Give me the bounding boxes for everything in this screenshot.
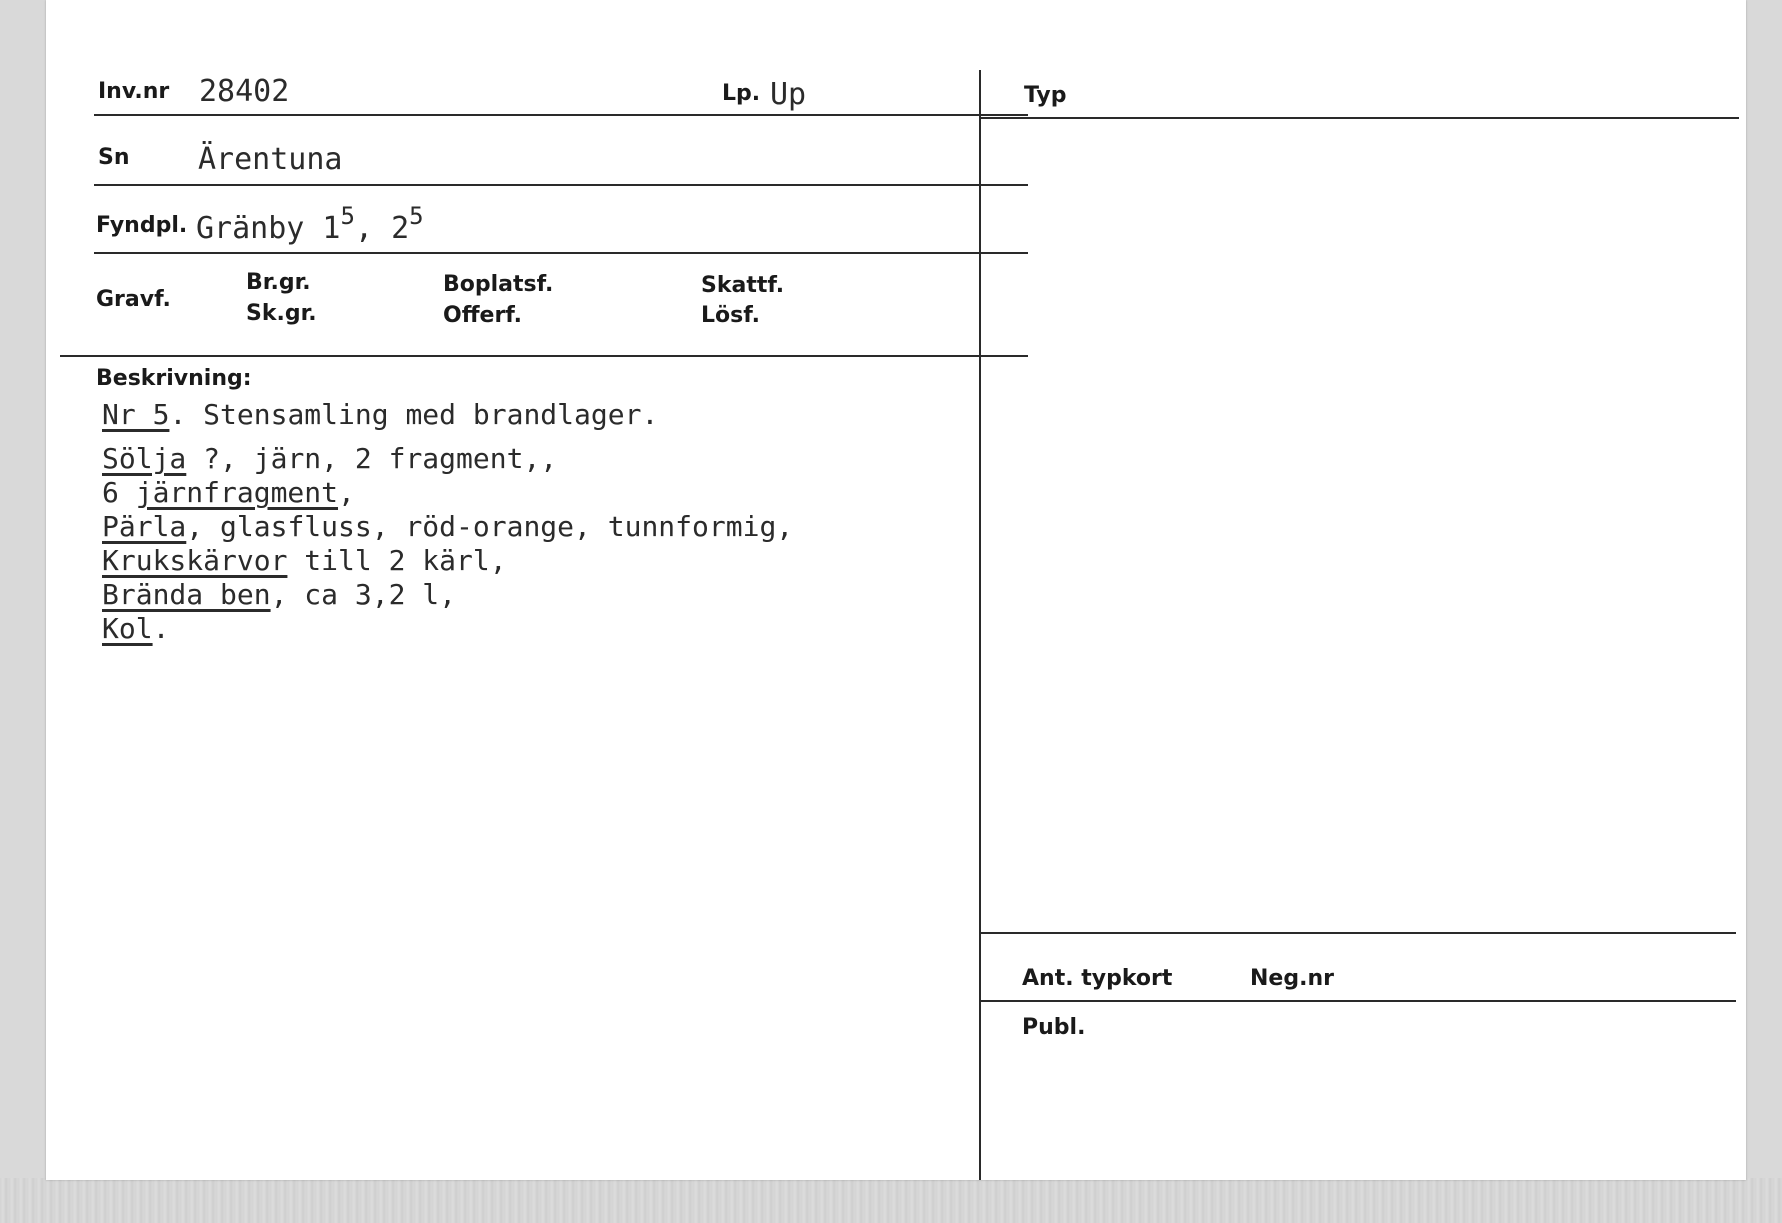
skgr-label: Sk.gr. bbox=[246, 301, 317, 326]
description-prefix: 6 bbox=[102, 476, 136, 509]
fyndpl-text-1: Gränby 1 bbox=[196, 211, 341, 246]
rule-ant-typkort bbox=[981, 932, 1736, 934]
rule-fyndpl bbox=[94, 252, 1028, 254]
brgr-label: Br.gr. bbox=[246, 270, 311, 295]
description-underlined: Kol bbox=[102, 612, 153, 645]
description-rest: . bbox=[152, 612, 170, 645]
lp-value: Up bbox=[770, 77, 807, 112]
description-rest: , glasfluss, röd-orange, tunnformig, bbox=[186, 510, 794, 543]
description-text bbox=[102, 398, 793, 646]
description-line bbox=[102, 476, 793, 510]
rule-neg-nr bbox=[981, 1000, 1736, 1002]
beskrivning-label: Beskrivning: bbox=[96, 366, 252, 391]
inv-nr-label: Inv.nr bbox=[98, 79, 170, 104]
boplatsf-label: Boplatsf. bbox=[443, 272, 554, 297]
column-divider bbox=[979, 70, 981, 1180]
description-line bbox=[102, 578, 793, 612]
ant-typkort-label: Ant. typkort bbox=[1022, 966, 1173, 991]
offerf-label: Offerf. bbox=[443, 303, 523, 328]
description-line bbox=[102, 612, 793, 646]
fyndpl-text-2: , 2 bbox=[354, 211, 410, 246]
description-underlined: järnfragment bbox=[135, 476, 339, 509]
sn-value: Ärentuna bbox=[198, 142, 343, 177]
description-rest: . Stensamling med brandlager. bbox=[169, 398, 659, 431]
description-rest: ?, järn, 2 fragment,, bbox=[186, 442, 558, 475]
description-line bbox=[102, 398, 793, 432]
gravf-label: Gravf. bbox=[96, 287, 171, 312]
rule-fyndtyp bbox=[60, 355, 1028, 357]
rule-typ bbox=[981, 117, 1739, 119]
description-line bbox=[102, 510, 793, 544]
description-line bbox=[102, 442, 793, 476]
sn-label: Sn bbox=[98, 145, 130, 170]
fyndpl-value bbox=[196, 202, 424, 246]
publ-label: Publ. bbox=[1022, 1015, 1086, 1040]
rule-sn bbox=[94, 184, 1028, 186]
description-underlined: Sölja bbox=[102, 442, 187, 475]
neg-nr-label: Neg.nr bbox=[1250, 966, 1334, 991]
description-underlined: Pärla bbox=[102, 510, 187, 543]
skattf-label: Skattf. bbox=[701, 273, 785, 298]
fyndpl-label: Fyndpl. bbox=[96, 213, 188, 238]
typ-label: Typ bbox=[1024, 83, 1067, 108]
inv-nr-value: 28402 bbox=[199, 74, 290, 109]
description-underlined: Nr 5 bbox=[102, 398, 170, 431]
rule-inv bbox=[94, 114, 1028, 116]
catalog-card bbox=[46, 0, 1746, 1180]
description-rest: , ca 3,2 l, bbox=[270, 578, 457, 611]
fyndpl-sup-2: 5 bbox=[409, 202, 424, 230]
description-underlined: Brända ben bbox=[102, 578, 271, 611]
description-line bbox=[102, 544, 793, 578]
losf-label: Lösf. bbox=[701, 303, 760, 328]
description-rest: , bbox=[338, 476, 355, 509]
description-rest: till 2 kärl, bbox=[287, 544, 507, 577]
scan-background-strip bbox=[0, 1178, 1782, 1223]
description-underlined: Krukskärvor bbox=[102, 544, 288, 577]
lp-label: Lp. bbox=[722, 81, 761, 106]
fyndpl-sup-1: 5 bbox=[340, 202, 355, 230]
